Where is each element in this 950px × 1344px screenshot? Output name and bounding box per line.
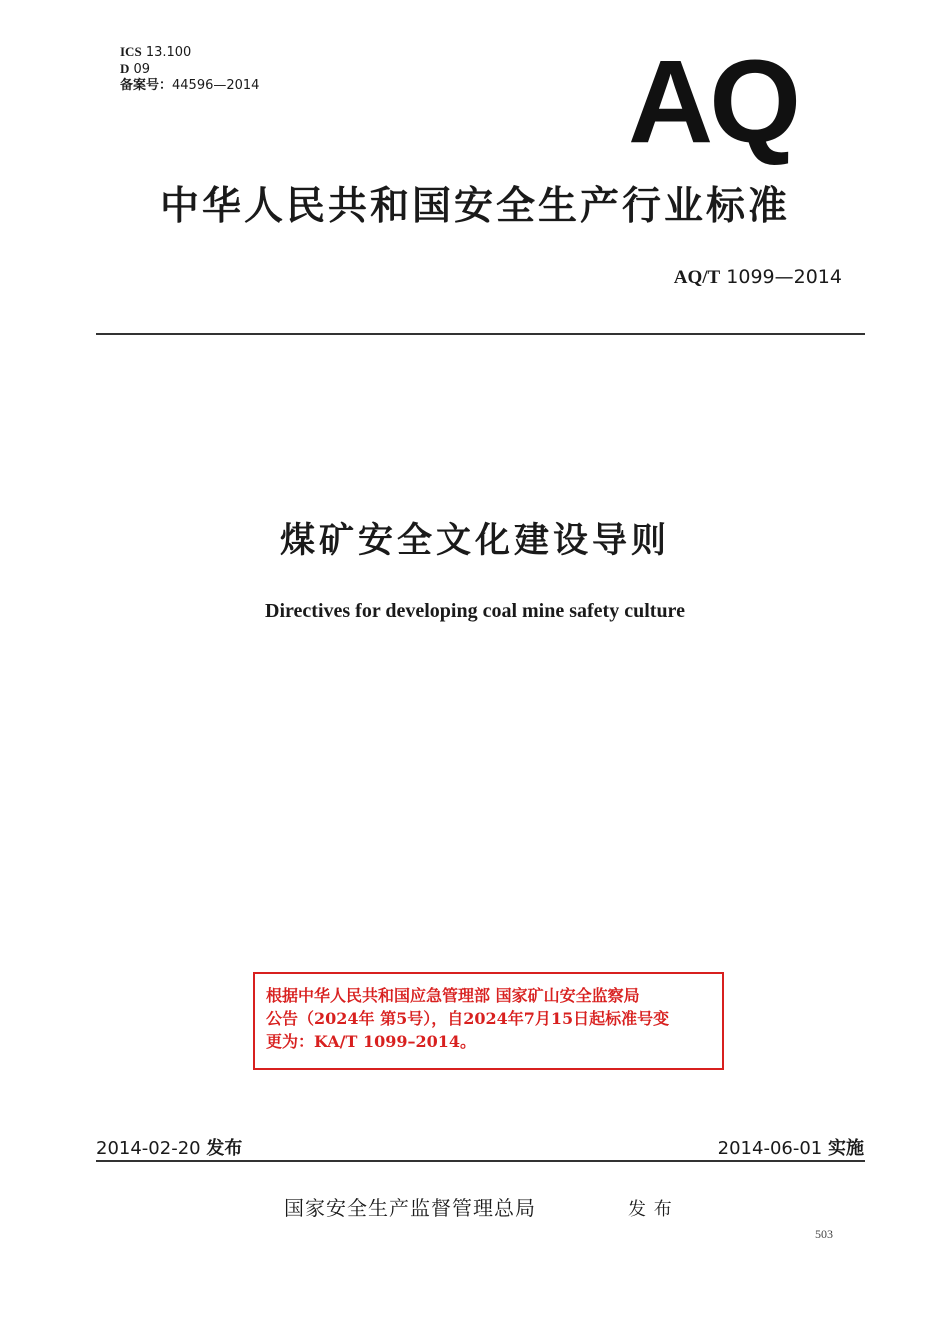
page-number: 503 bbox=[815, 1227, 833, 1241]
implement-label: 实施 bbox=[828, 1138, 864, 1159]
implement-date: 2014-06-01 bbox=[717, 1138, 823, 1159]
issuer-action: 发 布 bbox=[628, 1199, 673, 1220]
ccs-value: 09 bbox=[133, 62, 151, 77]
ics-code bbox=[120, 44, 191, 61]
standard-number bbox=[674, 266, 842, 289]
record-number bbox=[120, 78, 259, 94]
aq-logo: AQ bbox=[628, 36, 797, 168]
ccs-code bbox=[120, 61, 150, 78]
record-label: 备案号： bbox=[120, 78, 173, 93]
ics-value: 13.100 bbox=[145, 45, 192, 60]
standard-category-title: 中华人民共和国安全生产行业标准 bbox=[159, 184, 790, 229]
notice-line: 公告（2024年 第5号），自2024年7月15日起标准号变 bbox=[266, 1009, 670, 1028]
standard-number-prefix: AQ/T bbox=[673, 267, 721, 288]
issuing-authority: 国家安全生产监督管理总局 bbox=[284, 1196, 536, 1220]
publish-label: 发布 bbox=[206, 1138, 243, 1159]
publish-date-line bbox=[96, 1134, 242, 1160]
standard-number-value: 1099—2014 bbox=[726, 266, 842, 288]
notice-line: 更为：KA/T 1099–2014。 bbox=[266, 1032, 477, 1051]
notice-line: 根据中华人民共和国应急管理部 国家矿山安全监察局 bbox=[266, 986, 640, 1005]
document-title-cn: 煤矿安全文化建设导则 bbox=[279, 521, 670, 561]
ccs-label: D bbox=[120, 61, 130, 76]
footer-divider bbox=[96, 1160, 865, 1162]
renumbering-notice-box bbox=[253, 972, 724, 1070]
header-divider bbox=[96, 333, 865, 335]
record-value: 44596—2014 bbox=[172, 78, 260, 93]
publish-date: 2014-02-20 bbox=[96, 1138, 201, 1159]
document-title-en: Directives for developing coal mine safety culture bbox=[265, 600, 685, 622]
implement-date-line bbox=[718, 1134, 864, 1160]
ics-label: ICS bbox=[120, 44, 142, 59]
